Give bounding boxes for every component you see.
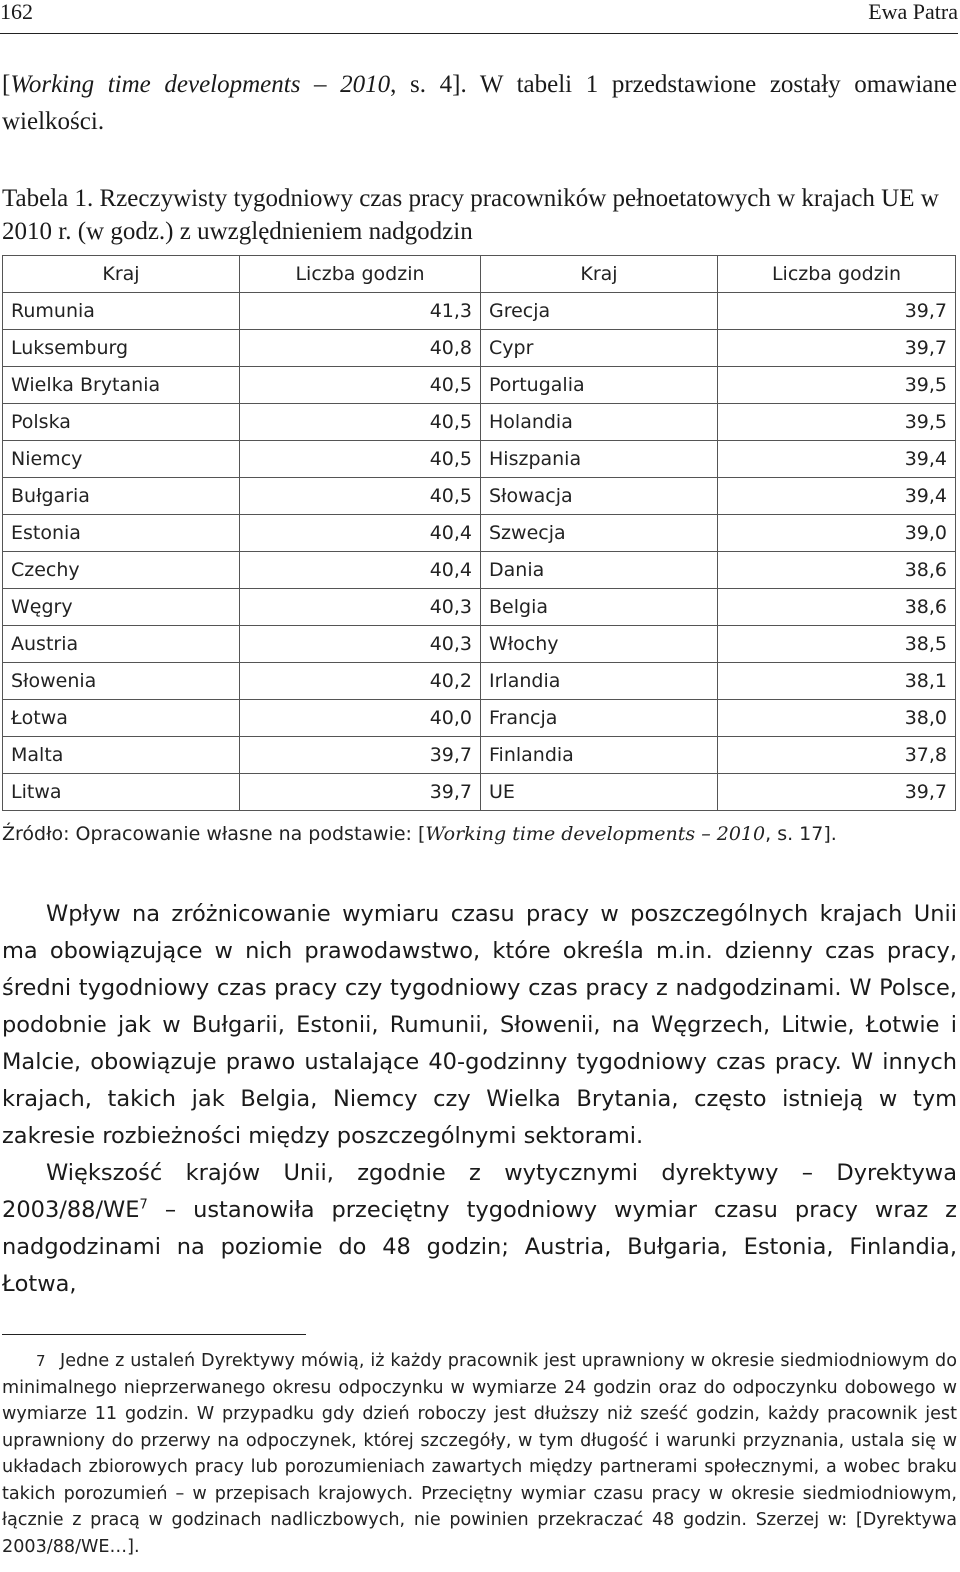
column-header-country-2: Kraj bbox=[481, 256, 718, 293]
hours-cell: 40,8 bbox=[240, 330, 481, 367]
column-header-country-1: Kraj bbox=[3, 256, 240, 293]
hours-cell: 41,3 bbox=[240, 293, 481, 330]
hours-cell: 38,6 bbox=[718, 589, 956, 626]
country-cell: Belgia bbox=[481, 589, 718, 626]
hours-cell: 39,7 bbox=[240, 737, 481, 774]
table-row bbox=[3, 663, 956, 700]
hours-cell: 39,5 bbox=[718, 367, 956, 404]
table-row bbox=[3, 589, 956, 626]
table-row bbox=[3, 626, 956, 663]
hours-cell: 39,7 bbox=[718, 774, 956, 811]
source-title: Working time developments – 2010 bbox=[425, 823, 766, 845]
page-header bbox=[0, 0, 958, 28]
body-paragraph-2 bbox=[2, 1155, 957, 1303]
table-row bbox=[3, 367, 956, 404]
hours-cell: 38,5 bbox=[718, 626, 956, 663]
footnote-text: Jedne z ustaleń Dyrektywy mówią, iż każdy pracownik jest uprawniony w okresie siedmiodniowym do minimalnego nieprzerwanego okresu odpoczynku w wymiarze 24 godzin oraz do odpoczynku dobowego w wymiarze 11 godzin. W przypadku gdy dzień roboczy jest dłuższy niż sześć godzin, każdy pracownik jest uprawniony do przerwy na odpoczynek, której szczegóły, w tym długość i warunki przyznania, ustala się w układach zbiorowych pracy lub porozumieniach zawartych między partnerami społecznymi, a wobec braku takich porozumień – w przepisach krajowych. Przeciętny wymiar czasu pracy w okresie siedmiodniowym, łącznie z pracą w godzinach nadliczbowych, nie powinien przekraczać 48 godzin. Szerzej w: [Dyrektywa 2003/88/WE…]. bbox=[2, 1351, 957, 1557]
country-cell: Litwa bbox=[3, 774, 240, 811]
body-text bbox=[2, 896, 957, 1303]
country-cell: Niemcy bbox=[3, 441, 240, 478]
hours-cell: 40,5 bbox=[240, 404, 481, 441]
hours-cell: 39,7 bbox=[718, 330, 956, 367]
working-hours-table bbox=[2, 255, 956, 811]
source-suffix: , s. 17]. bbox=[765, 823, 837, 845]
hours-cell: 40,4 bbox=[240, 515, 481, 552]
hours-cell: 39,7 bbox=[240, 774, 481, 811]
source-prefix: Źródło: Opracowanie własne na podstawie: [ bbox=[2, 823, 426, 845]
table-caption: Tabela 1. Rzeczywisty tygodniowy czas pracy pracowników pełnoetatowych w krajach UE w 2010 r. (w godz.) z uwzględnieniem nadgodzin bbox=[2, 185, 939, 245]
hours-cell: 40,5 bbox=[240, 478, 481, 515]
country-cell: UE bbox=[481, 774, 718, 811]
column-header-hours-2: Liczba godzin bbox=[718, 256, 956, 293]
country-cell: Czechy bbox=[3, 552, 240, 589]
hours-cell: 39,0 bbox=[718, 515, 956, 552]
country-cell: Węgry bbox=[3, 589, 240, 626]
hours-cell: 40,2 bbox=[240, 663, 481, 700]
hours-cell: 39,4 bbox=[718, 441, 956, 478]
hours-cell: 38,0 bbox=[718, 700, 956, 737]
intro-citation-rest: , s. 4]. W tabeli 1 przedstawione zostały omawiane wielkości. bbox=[2, 71, 957, 135]
country-cell: Bułgaria bbox=[3, 478, 240, 515]
table-row bbox=[3, 330, 956, 367]
country-cell: Słowacja bbox=[481, 478, 718, 515]
country-cell: Cypr bbox=[481, 330, 718, 367]
hours-cell: 39,4 bbox=[718, 478, 956, 515]
country-cell: Szwecja bbox=[481, 515, 718, 552]
hours-cell: 40,3 bbox=[240, 589, 481, 626]
body-paragraph-1: Wpływ na zróżnicowanie wymiaru czasu pracy w poszczególnych krajach Unii ma obowiązujące w nich prawodawstwo, które określa m.in. dzienny czas pracy, średni tygodniowy czas pracy czy tygodniowy czas pracy z nadgodzinami. W Polsce, podobnie jak w Bułgarii, Estonii, Rumunii, Słowenii, na Węgrzech, Litwie, Łotwie i Malcie, obowiązuje prawo ustalające 40-godzinny tygodniowy czas pracy. W innych krajach, takich jak Belgia, Niemcy czy Wielka Brytania, często istnieją w tym zakresie rozbieżności między poszczególnymi sektorami. bbox=[2, 901, 957, 1149]
table-source-note bbox=[2, 820, 957, 848]
country-cell: Słowenia bbox=[3, 663, 240, 700]
page-number: 162 bbox=[0, 0, 33, 24]
country-cell: Polska bbox=[3, 404, 240, 441]
table-header-row bbox=[3, 256, 956, 293]
country-cell: Irlandia bbox=[481, 663, 718, 700]
table-row bbox=[3, 737, 956, 774]
column-header-hours-1: Liczba godzin bbox=[240, 256, 481, 293]
country-cell: Wielka Brytania bbox=[3, 367, 240, 404]
country-cell: Rumunia bbox=[3, 293, 240, 330]
table-row bbox=[3, 552, 956, 589]
body-paragraph-2-start: Większość krajów Unii, zgodnie z wytycznymi dyrektywy – Dyrektywa 2003/88/WE bbox=[2, 1160, 957, 1223]
hours-cell: 39,7 bbox=[718, 293, 956, 330]
country-cell: Dania bbox=[481, 552, 718, 589]
intro-citation-title: Working time developments – 2010 bbox=[10, 71, 391, 98]
running-head-author: Ewa Patra bbox=[868, 0, 958, 24]
body-paragraph-2-end: – ustanowiła przeciętny tygodniowy wymiar czasu pracy wraz z nadgodzinami na poziomie do 48 godzin; Austria, Bułgaria, Estonia, Finlandia, Łotwa, bbox=[2, 1197, 957, 1297]
table-row bbox=[3, 404, 956, 441]
country-cell: Luksemburg bbox=[3, 330, 240, 367]
table-row bbox=[3, 700, 956, 737]
hours-cell: 40,5 bbox=[240, 367, 481, 404]
country-cell: Austria bbox=[3, 626, 240, 663]
country-cell: Łotwa bbox=[3, 700, 240, 737]
hours-cell: 37,8 bbox=[718, 737, 956, 774]
country-cell: Włochy bbox=[481, 626, 718, 663]
table-row bbox=[3, 293, 956, 330]
country-cell: Grecja bbox=[481, 293, 718, 330]
hours-cell: 40,0 bbox=[240, 700, 481, 737]
table-row bbox=[3, 441, 956, 478]
footnote-number: 7 bbox=[36, 1352, 46, 1370]
intro-paragraph: [Working time developments – 2010, s. 4]. W tabeli 1 przedstawione zostały omawiane wielkości. bbox=[2, 71, 957, 135]
footnote-separator bbox=[2, 1334, 306, 1335]
country-cell: Francja bbox=[481, 700, 718, 737]
hours-cell: 39,5 bbox=[718, 404, 956, 441]
hours-cell: 40,5 bbox=[240, 441, 481, 478]
hours-cell: 40,4 bbox=[240, 552, 481, 589]
table-row bbox=[3, 515, 956, 552]
footnote-reference: 7 bbox=[139, 1197, 148, 1213]
country-cell: Holandia bbox=[481, 404, 718, 441]
country-cell: Malta bbox=[3, 737, 240, 774]
header-rule bbox=[0, 33, 958, 34]
country-cell: Portugalia bbox=[481, 367, 718, 404]
footnote bbox=[2, 1348, 957, 1560]
country-cell: Finlandia bbox=[481, 737, 718, 774]
table-row bbox=[3, 774, 956, 811]
country-cell: Hiszpania bbox=[481, 441, 718, 478]
hours-cell: 38,1 bbox=[718, 663, 956, 700]
table-row bbox=[3, 478, 956, 515]
hours-cell: 38,6 bbox=[718, 552, 956, 589]
country-cell: Estonia bbox=[3, 515, 240, 552]
hours-cell: 40,3 bbox=[240, 626, 481, 663]
